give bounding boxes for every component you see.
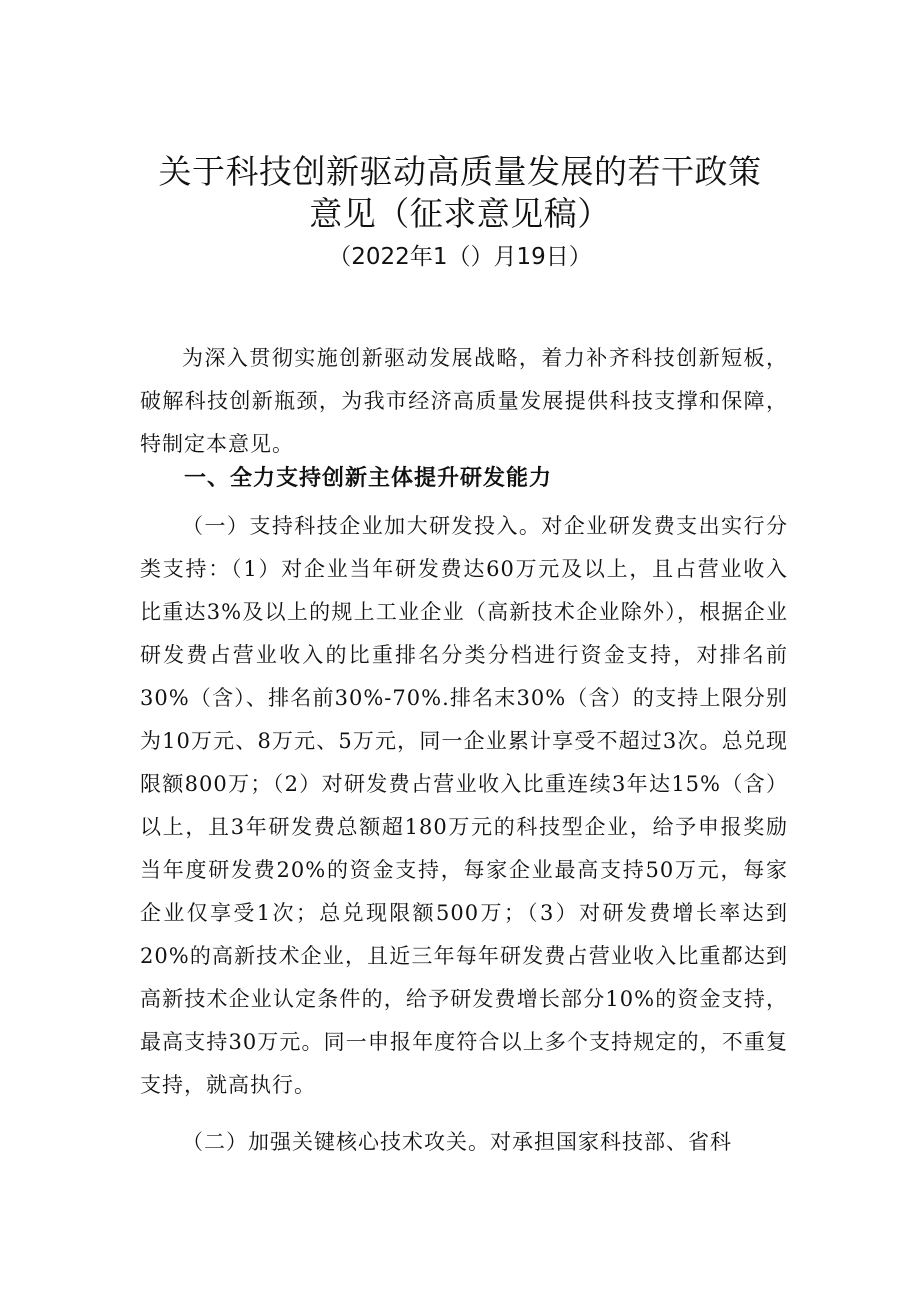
item-one-paragraph: （一）支持科技企业加大研发投入。对企业研发费支出实行分类支持：（1）对企业当年研发费达60万元及以上，且占营业收入比重达3%及以上的规上工业企业（高新技术企业除外），根据企业研发费占营业收入的比重排名分类分档进行资金支持，对排名前30%（含）、排名前30%-70%.排名末30%（含）的支持上限分别为10万元、8万元、5万元，同一企业累计享受不超过3次。总兑现限额800万；（2）对研发费占营业收入比重连续3年达15%（含）以上，且3年研发费总额超180万元的科技型企业，给予申报奖励当年度研发费20%的资金支持，每家企业最高支持50万元，每家企业仅享受1次；总兑现限额500万；（3）对研发费增长率达到20%的高新技术企业，且近三年每年研发费占营业收入比重都达到高新技术企业认定条件的，给予研发费增长部分10%的资金支持，最高支持30万元。同一申报年度符合以上多个支持规定的，不重复支持，就高执行。 [140,514,788,1097]
document-date: （2022年1（）月19日） [328,244,592,270]
section-one-heading: 一、全力支持创新主体提升研发能力 [184,466,553,491]
item-two-paragraph: （二）加强关键核心技术攻关。对承担国家科技部、省科 [182,1130,732,1154]
document-title-line-1: 关于科技创新驱动高质量发展的若干政策 [158,152,762,191]
intro-paragraph: 为深入贯彻实施创新驱动发展战略，着力补齐科技创新短板，破解科技创新瓶颈，为我市经济高质量发展提供科技支撑和保障，特制定本意见。 [140,346,788,456]
document-title-line-2: 意见（征求意见稿） [309,194,611,233]
